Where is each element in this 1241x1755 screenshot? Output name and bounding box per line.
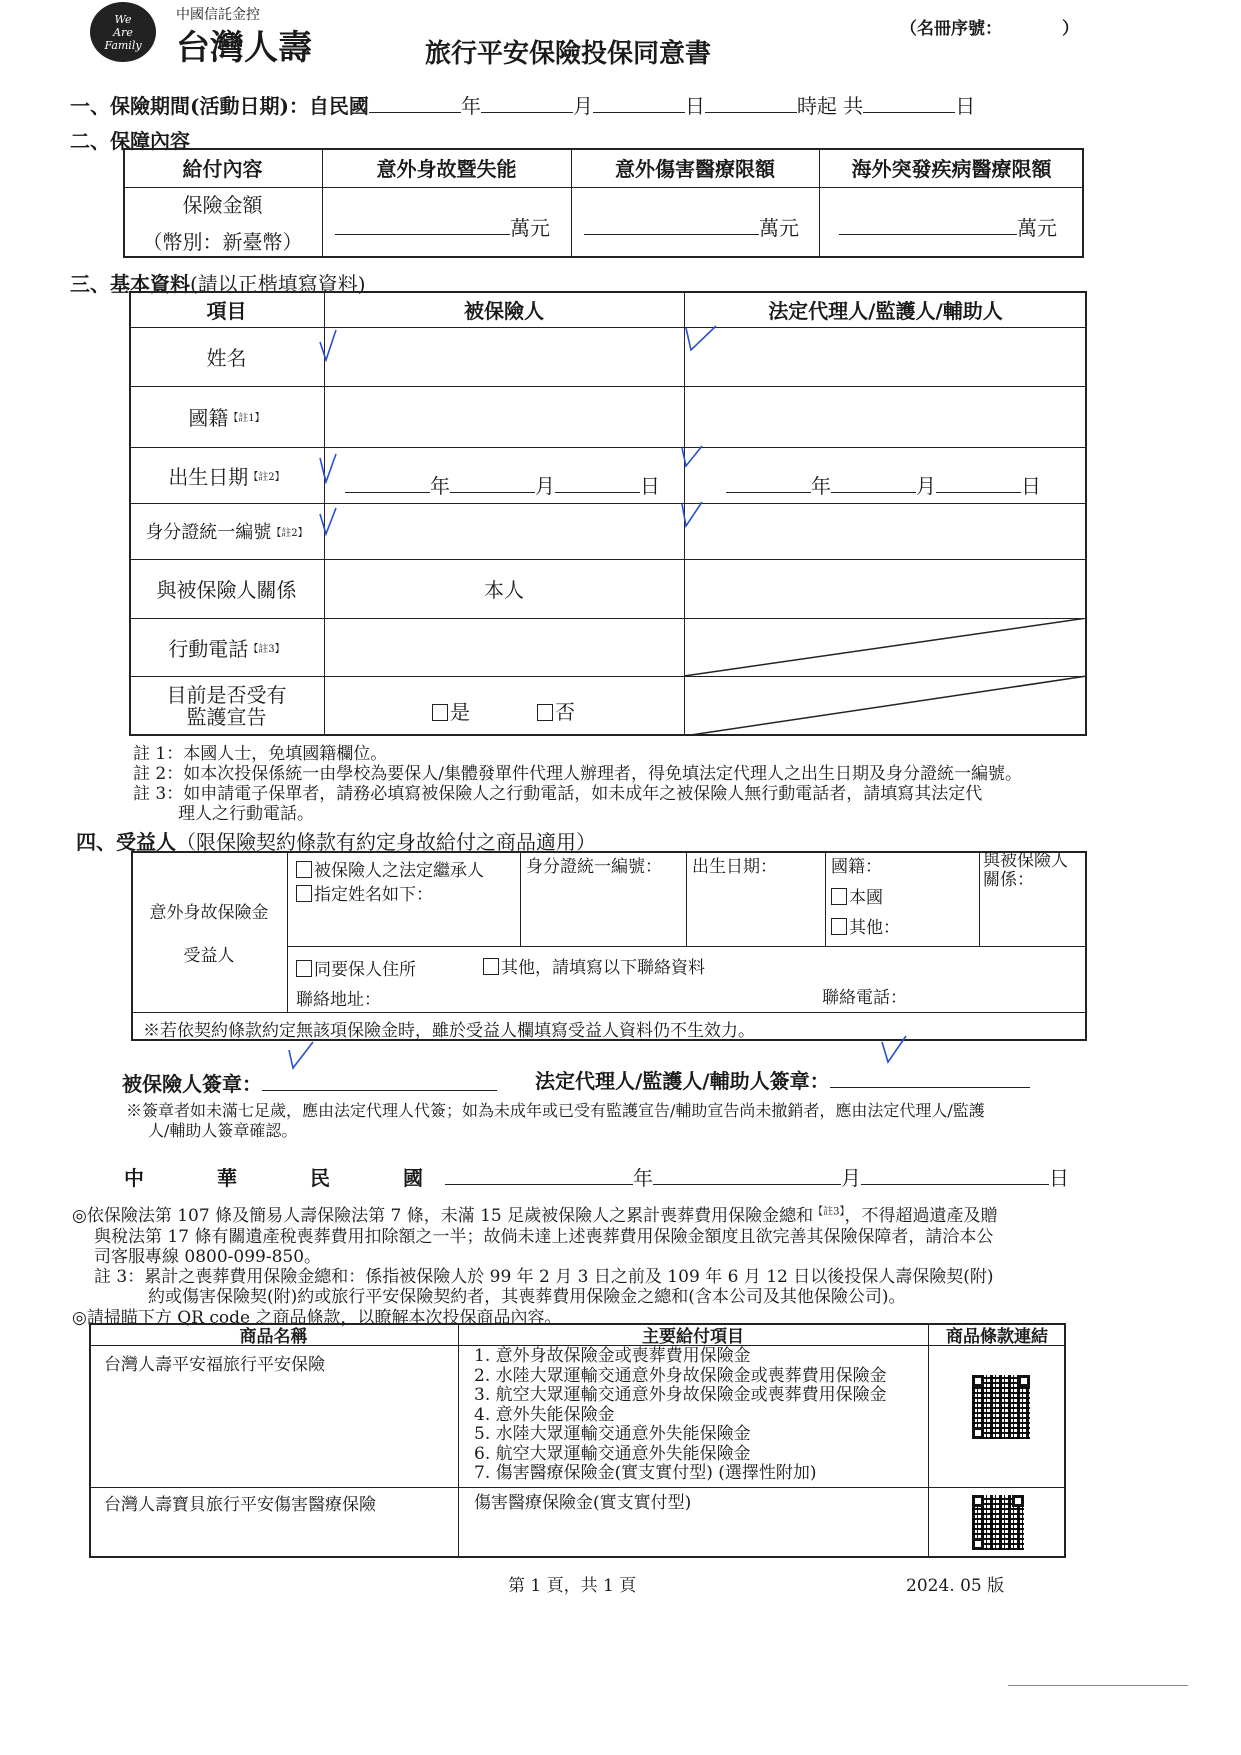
signature-note-cont: 人/輔助人簽章確認。 bbox=[148, 1121, 298, 1140]
hour-field[interactable] bbox=[705, 95, 797, 113]
beneficiary-row-label: 意外身故保險金 受益人 bbox=[149, 902, 269, 966]
relation-value: 本人 bbox=[484, 578, 524, 602]
customer-service-line: 司客服專線 0800-099-850。 bbox=[94, 1247, 322, 1267]
legal-paragraph: ◎依保險法第 107 條及簡易人壽保險法第 7 條，未滿 15 足歲被保險人之累計喪葬費用保險金總和$^{【註3】}$，不得超過遺產及贈 bbox=[72, 1206, 998, 1226]
domestic-checkbox[interactable]: 本國 bbox=[831, 883, 883, 908]
handwritten-check-mark bbox=[287, 1040, 315, 1070]
coverage-header: 給付內容 bbox=[182, 157, 263, 181]
birthdate-label: 出生日期： bbox=[692, 857, 777, 877]
id-number-label: 身分證統一編號： bbox=[526, 857, 662, 877]
address-label: 聯絡地址： bbox=[296, 990, 381, 1010]
product-header-name: 商品名稱 bbox=[239, 1326, 308, 1347]
row-label-mobile: 行動電話 【註3】 bbox=[168, 636, 285, 661]
row-label-id-number: 身分證統一編號 【註2】 bbox=[145, 522, 308, 543]
handwritten-check-mark bbox=[318, 506, 338, 536]
note-3: 註 3：如申請電子保單者，請務必填寫被保險人之行動電話，如未成年之被保險人無行動電話者，請填寫其法定代 bbox=[133, 784, 983, 804]
company-parent: 中國信託金控 bbox=[176, 7, 260, 23]
row-label-guardianship: 目前是否受有 監護宣告 bbox=[166, 683, 287, 729]
relation-label: 與被保險人 關係： bbox=[983, 851, 1068, 890]
header-insured: 被保險人 bbox=[464, 298, 544, 323]
page-title: 旅行平安保險投保同意書 bbox=[425, 39, 712, 69]
handwritten-check-mark bbox=[680, 500, 704, 528]
row-label-relation: 與被保險人關係 bbox=[156, 578, 297, 602]
note-3-funeral: 註 3：累計之喪葬費用保險金總和：係指被保險人於 99 年 2 月 3 日之前及 109 年 6 月 12 日以後投保人壽保險契(附) bbox=[94, 1267, 994, 1287]
coverage-header: 意外傷害醫療限額 bbox=[615, 157, 775, 181]
handwritten-check-mark bbox=[880, 1034, 908, 1064]
amount-field-death[interactable]: 萬元 bbox=[335, 212, 550, 241]
signature-note: ※簽章者如未滿七足歲，應由法定代理人代簽；如為未成年或已受有監護宣告/輔助宣告尚未撤銷者，應由法定代理人/監護 bbox=[126, 1101, 985, 1120]
guardian-birthdate-field[interactable]: 年 月 日 bbox=[726, 470, 1041, 499]
legal-paragraph-cont: 與稅法第 17 條有關遺產稅喪葬費用扣除額之一半；故倘未達上述喪葬費用保險金額度且欲完善其保險保障者，請洽本公 bbox=[94, 1227, 994, 1247]
product-header-benefits: 主要給付項目 bbox=[642, 1326, 744, 1347]
form-version: 2024. 05 版 bbox=[906, 1576, 1005, 1596]
named-beneficiary-checkbox[interactable]: 指定姓名如下： bbox=[296, 880, 433, 905]
product-benefits: 傷害醫療保險金(實支實付型) bbox=[474, 1493, 692, 1513]
handwritten-check-mark bbox=[318, 452, 338, 484]
handwritten-check-mark bbox=[318, 328, 338, 362]
company-name: 台灣人壽 bbox=[176, 28, 312, 68]
page-number: 第 1 頁，共 1 頁 bbox=[508, 1576, 637, 1596]
guardian-signature-line[interactable]: 法定代理人/監護人/輔助人簽章： bbox=[535, 1065, 1030, 1094]
note-1: 註 1：本國人士，免填國籍欄位。 bbox=[133, 744, 388, 764]
qr-note: ◎請掃瞄下方 QR code 之商品條款，以瞭解本次投保商品內容。 bbox=[72, 1308, 562, 1328]
phone-label: 聯絡電話： bbox=[822, 988, 907, 1008]
same-address-checkbox[interactable]: 同要保人住所 bbox=[296, 955, 416, 980]
note-2: 註 2：如本次投保係統一由學校為要保人/集體發單件代理人辦理者，得免填法定代理人之出生日期及身分證統一編號。 bbox=[133, 764, 1022, 784]
product-name: 台灣人壽寶貝旅行平安傷害醫療保險 bbox=[104, 1495, 376, 1515]
insured-birthdate-field[interactable]: 年 月 日 bbox=[345, 470, 660, 499]
qr-code[interactable] bbox=[972, 1375, 1030, 1439]
diagonal-strike bbox=[684, 618, 1087, 736]
month-field[interactable] bbox=[481, 95, 573, 113]
logo-text: We Are Family bbox=[104, 12, 142, 52]
amount-field-medical[interactable]: 萬元 bbox=[584, 212, 799, 241]
row-label-nationality: 國籍 【註1】 bbox=[188, 406, 265, 430]
insurance-period-line: 一、保險期間(活動日期)：自民國 年 月 日 時起 共 日 bbox=[70, 94, 976, 118]
product-header-link: 商品條款連結 bbox=[946, 1326, 1048, 1347]
coverage-header: 海外突發疾病醫療限額 bbox=[851, 157, 1052, 181]
product-benefits: 1. 意外身故保險金或喪葬費用保險金 2. 水陸大眾運輸交通意外身故保險金或喪葬費用保險金 3. 航空大眾運輸交通意外身故保險金或喪葬費用保險金 4. 意外失能保險金 5. 水陸大眾運輸交通意外失能保險金 6. 航空大眾運輸交通意外失能保險金 7. 傷害醫療保險金(實支實付型) (選擇性附加) bbox=[474, 1346, 887, 1483]
roster-no-label: （名冊序號： ） bbox=[900, 19, 1079, 39]
handwritten-check-mark bbox=[684, 322, 718, 352]
day-field[interactable] bbox=[593, 95, 685, 113]
beneficiary-warning: ※若依契約條款約定無該項保險金時，雖於受益人欄填寫受益人資料仍不生效力。 bbox=[143, 1021, 755, 1041]
header-guardian: 法定代理人/監護人/輔助人 bbox=[768, 298, 1003, 323]
section-beneficiary-title: 四、受益人（限保險契約條款有約定身故給付之商品適用） bbox=[76, 830, 596, 854]
handwritten-check-mark bbox=[680, 444, 704, 468]
amount-field-overseas[interactable]: 萬元 bbox=[839, 212, 1057, 241]
legal-heir-checkbox[interactable]: 被保險人之法定繼承人 bbox=[296, 856, 484, 881]
section-coverage-title: 二、保障內容 bbox=[70, 129, 190, 153]
nationality-label: 國籍： bbox=[831, 857, 882, 877]
row-label-birthdate: 出生日期 【註2】 bbox=[168, 464, 285, 489]
header-item: 項目 bbox=[206, 298, 247, 323]
company-logo bbox=[90, 2, 156, 62]
scan-artifact-line bbox=[1008, 1685, 1188, 1686]
qr-code[interactable] bbox=[972, 1495, 1024, 1550]
other-address-checkbox[interactable]: 其他，請填寫以下聯絡資料 bbox=[483, 953, 705, 978]
note-3-cont: 理人之行動電話。 bbox=[178, 804, 314, 824]
product-name: 台灣人壽平安福旅行平安保險 bbox=[104, 1355, 325, 1375]
guardianship-no-checkbox[interactable]: 否 bbox=[537, 696, 575, 725]
section-basic-info-title: 三、基本資料(請以正楷填寫資料) bbox=[70, 272, 366, 296]
guardianship-yes-checkbox[interactable]: 是 bbox=[432, 696, 470, 725]
year-field[interactable] bbox=[369, 95, 461, 113]
insured-signature-line[interactable]: 被保險人簽章： bbox=[122, 1068, 497, 1097]
coverage-header: 意外身故暨失能 bbox=[376, 157, 517, 181]
sum-insured-label: 保險金額 （幣別：新臺幣） bbox=[142, 193, 303, 254]
sign-date-field[interactable]: 年 月 日 bbox=[445, 1162, 1069, 1191]
roc-label: 中 華 民 國 bbox=[124, 1166, 423, 1190]
note-3-funeral-cont: 約或傷害保險契(附)約或旅行平安保險契約者，其喪葬費用保險金之總和(含本公司及其他保險公司)。 bbox=[148, 1287, 906, 1307]
row-label-name: 姓名 bbox=[206, 346, 247, 370]
other-nationality-checkbox[interactable]: 其他： bbox=[831, 913, 900, 938]
days-field[interactable] bbox=[863, 95, 955, 113]
